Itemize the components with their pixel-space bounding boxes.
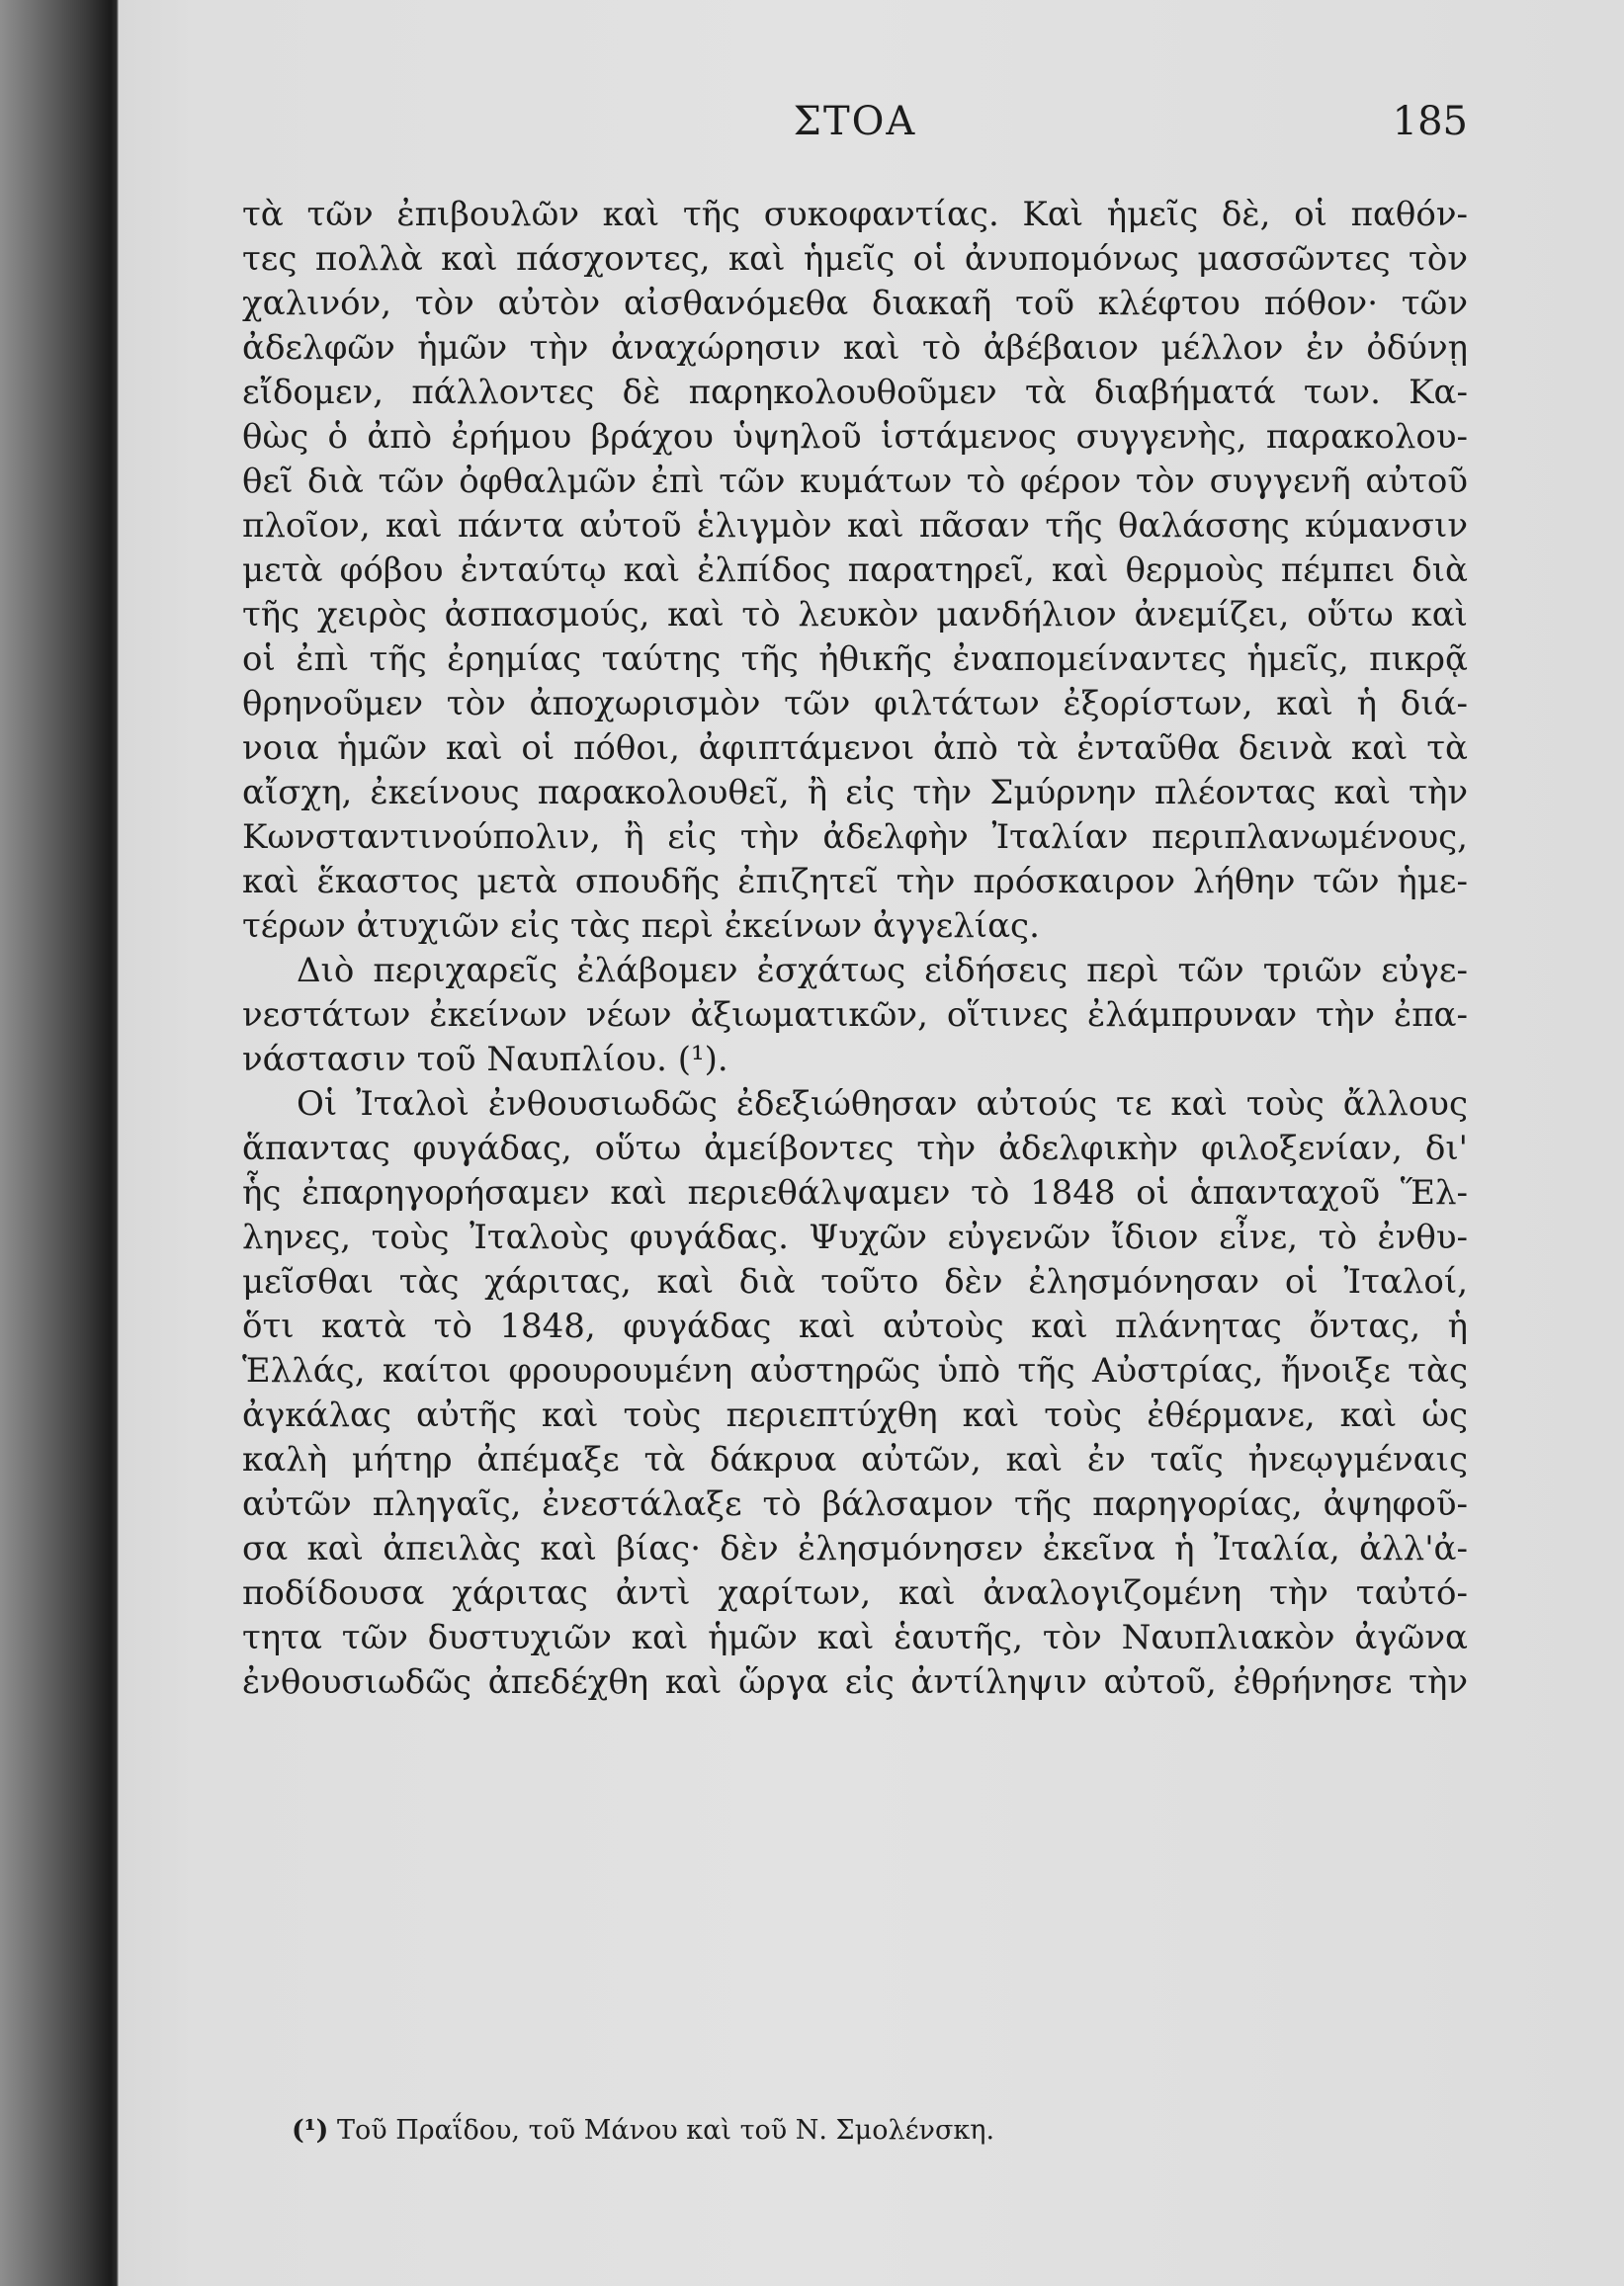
text-line: ὅτι κατὰ τὸ 1848, φυγάδας καὶ αὐτοὺς καὶ πλάνητας ὄντας, ἡ	[242, 1307, 1468, 1346]
text-line: καλὴ μήτηρ ἀπέμαξε τὰ δάκρυα αὐτῶν, καὶ ἐν ταῖς ἠνεῳγμέναις	[242, 1440, 1468, 1480]
paragraph-2	[242, 949, 1468, 1082]
text-line: οἱ ἐπὶ τῆς ἐρημίας ταύτης τῆς ἠθικῆς ἐναπομείναντες ἡμεῖς, πικρᾷ	[242, 639, 1468, 679]
text-line: Οἱ Ἰταλοὶ ἐνθουσιωδῶς ἐδεξιώθησαν αὐτούς τε καὶ τοὺς ἄλλους	[297, 1084, 1468, 1124]
text-line: ἅπαντας φυγάδας, οὕτω ἀμείβοντες τὴν ἀδελφικὴν φιλοξενίαν, δι'	[242, 1129, 1468, 1168]
footnote-body: Τοῦ Πραΐδου, τοῦ Μάνου καὶ τοῦ Ν. Σμολένσκη.	[336, 2115, 995, 2146]
text-line: ἐνθουσιωδῶς ἀπεδέχθη καὶ ὥργα εἰς ἀντίληψιν αὐτοῦ, ἐθρήνησε τὴν	[242, 1662, 1468, 1702]
footnote-mark: (¹)	[292, 2115, 329, 2146]
text-line: θεῖ διὰ τῶν ὀφθαλμῶν ἐπὶ τῶν κυμάτων τὸ φέρον τὸν συγγενῆ αὐτοῦ	[242, 462, 1468, 501]
text-line: μεῖσθαι τὰς χάριτας, καὶ διὰ τοῦτο δὲν ἐλησμόνησαν οἱ Ἰταλοί,	[242, 1262, 1468, 1302]
book-binding-shadow	[0, 0, 119, 2286]
text-line: μετὰ φόβου ἐνταύτῳ καὶ ἐλπίδος παρατηρεῖ, καὶ θερμοὺς πέμπει διὰ	[242, 550, 1468, 590]
text-line: Κωνσταντινούπολιν, ἢ εἰς τὴν ἀδελφὴν Ἰταλίαν περιπλανωμένους,	[242, 817, 1468, 857]
text-line: ληνες, τοὺς Ἰταλοὺς φυγάδας. Ψυχῶν εὐγενῶν ἴδιον εἶνε, τὸ ἐνθυ-	[242, 1218, 1468, 1257]
text-line: χαλινόν, τὸν αὐτὸν αἰσθανόμεθα διακαῆ τοῦ κλέφτου πόθον· τῶν	[242, 284, 1468, 323]
text-line: τητα τῶν δυστυχιῶν καὶ ἡμῶν καὶ ἑαυτῆς, τὸν Ναυπλιακὸν ἀγῶνα	[242, 1618, 1468, 1657]
text-line: Ἑλλάς, καίτοι φρουρουμένη αὐστηρῶς ὑπὸ τῆς Αὐστρίας, ἤνοιξε τὰς	[242, 1351, 1468, 1391]
text-line: νοια ἡμῶν καὶ οἱ πόθοι, ἀφιπτάμενοι ἀπὸ τὰ ἐνταῦθα δεινὰ καὶ τὰ	[242, 728, 1468, 768]
page-number: 185	[1392, 99, 1468, 144]
running-title: ΣΤΟΑ	[793, 99, 917, 144]
footnote-block	[292, 2115, 994, 2146]
text-line: τες πολλὰ καὶ πάσχοντες, καὶ ἡμεῖς οἱ ἀνυπομόνως μασσῶντες τὸν	[242, 239, 1468, 279]
text-line: καὶ ἕκαστος μετὰ σπουδῆς ἐπιζητεῖ τὴν πρόσκαιρον λήθην τῶν ἡμε-	[242, 862, 1468, 901]
text-line: εἴδομεν, πάλλοντες δὲ παρηκολουθοῦμεν τὰ διαβήματά των. Κα-	[242, 373, 1468, 412]
text-line: τῆς χειρὸς ἀσπασμούς, καὶ τὸ λευκὸν μανδήλιον ἀνεμίζει, οὕτω καὶ	[242, 595, 1468, 635]
text-line: θρηνοῦμεν τὸν ἀποχωρισμὸν τῶν φιλτάτων ἐξορίστων, καὶ ἡ διά-	[242, 684, 1468, 723]
body-text	[242, 193, 1468, 1705]
text-line: ποδίδουσα χάριτας ἀντὶ χαρίτων, καὶ ἀναλογιζομένη τὴν ταὐτό-	[242, 1573, 1468, 1613]
text-line: ἀγκάλας αὐτῆς καὶ τοὺς περιεπτύχθη καὶ τοὺς ἐθέρμανε, καὶ ὡς	[242, 1396, 1468, 1435]
text-line: νάστασιν τοῦ Ναυπλίου. (¹).	[242, 1040, 728, 1079]
text-line: τέρων ἀτυχιῶν εἰς τὰς περὶ ἐκείνων ἀγγελίας.	[242, 906, 1040, 946]
text-line: αὐτῶν πληγαῖς, ἐνεστάλαξε τὸ βάλσαμον τῆς παρηγορίας, ἀψηφοῦ-	[242, 1484, 1468, 1524]
text-line: σα καὶ ἀπειλὰς καὶ βίας· δὲν ἐλησμόνησεν ἐκεῖνα ἡ Ἰταλία, ἀλλ'ἀ-	[242, 1529, 1468, 1568]
text-line: πλοῖον, καὶ πάντα αὐτοῦ ἑλιγμὸν καὶ πᾶσαν τῆς θαλάσσης κύμανσιν	[242, 506, 1468, 546]
text-line: θὼς ὁ ἀπὸ ἐρήμου βράχου ὑψηλοῦ ἱστάμενος συγγενὴς, παρακολου-	[242, 417, 1468, 457]
text-line: ἀδελφῶν ἡμῶν τὴν ἀναχώρησιν καὶ τὸ ἀβέβαιον μέλλον ἐν ὀδύνῃ	[242, 328, 1468, 368]
page-header	[242, 99, 1468, 158]
paragraph-1	[242, 193, 1468, 949]
text-line: αἴσχη, ἐκείνους παρακολουθεῖ, ἢ εἰς τὴν Σμύρνην πλέοντας καὶ τὴν	[242, 773, 1468, 812]
text-line: νεστάτων ἐκείνων νέων ἀξιωματικῶν, οἵτινες ἐλάμπρυναν τὴν ἐπα-	[242, 995, 1468, 1035]
text-line: ἧς ἐπαρηγορήσαμεν καὶ περιεθάλψαμεν τὸ 1848 οἱ ἁπανταχοῦ Ἕλ-	[242, 1173, 1468, 1213]
text-line: τὰ τῶν ἐπιβουλῶν καὶ τῆς συκοφαντίας. Καὶ ἡμεῖς δὲ, οἱ παθόν-	[242, 195, 1468, 234]
text-line: Διὸ περιχαρεῖς ἐλάβομεν ἐσχάτως εἰδήσεις περὶ τῶν τριῶν εὐγε-	[297, 951, 1468, 990]
paragraph-3	[242, 1082, 1468, 1705]
